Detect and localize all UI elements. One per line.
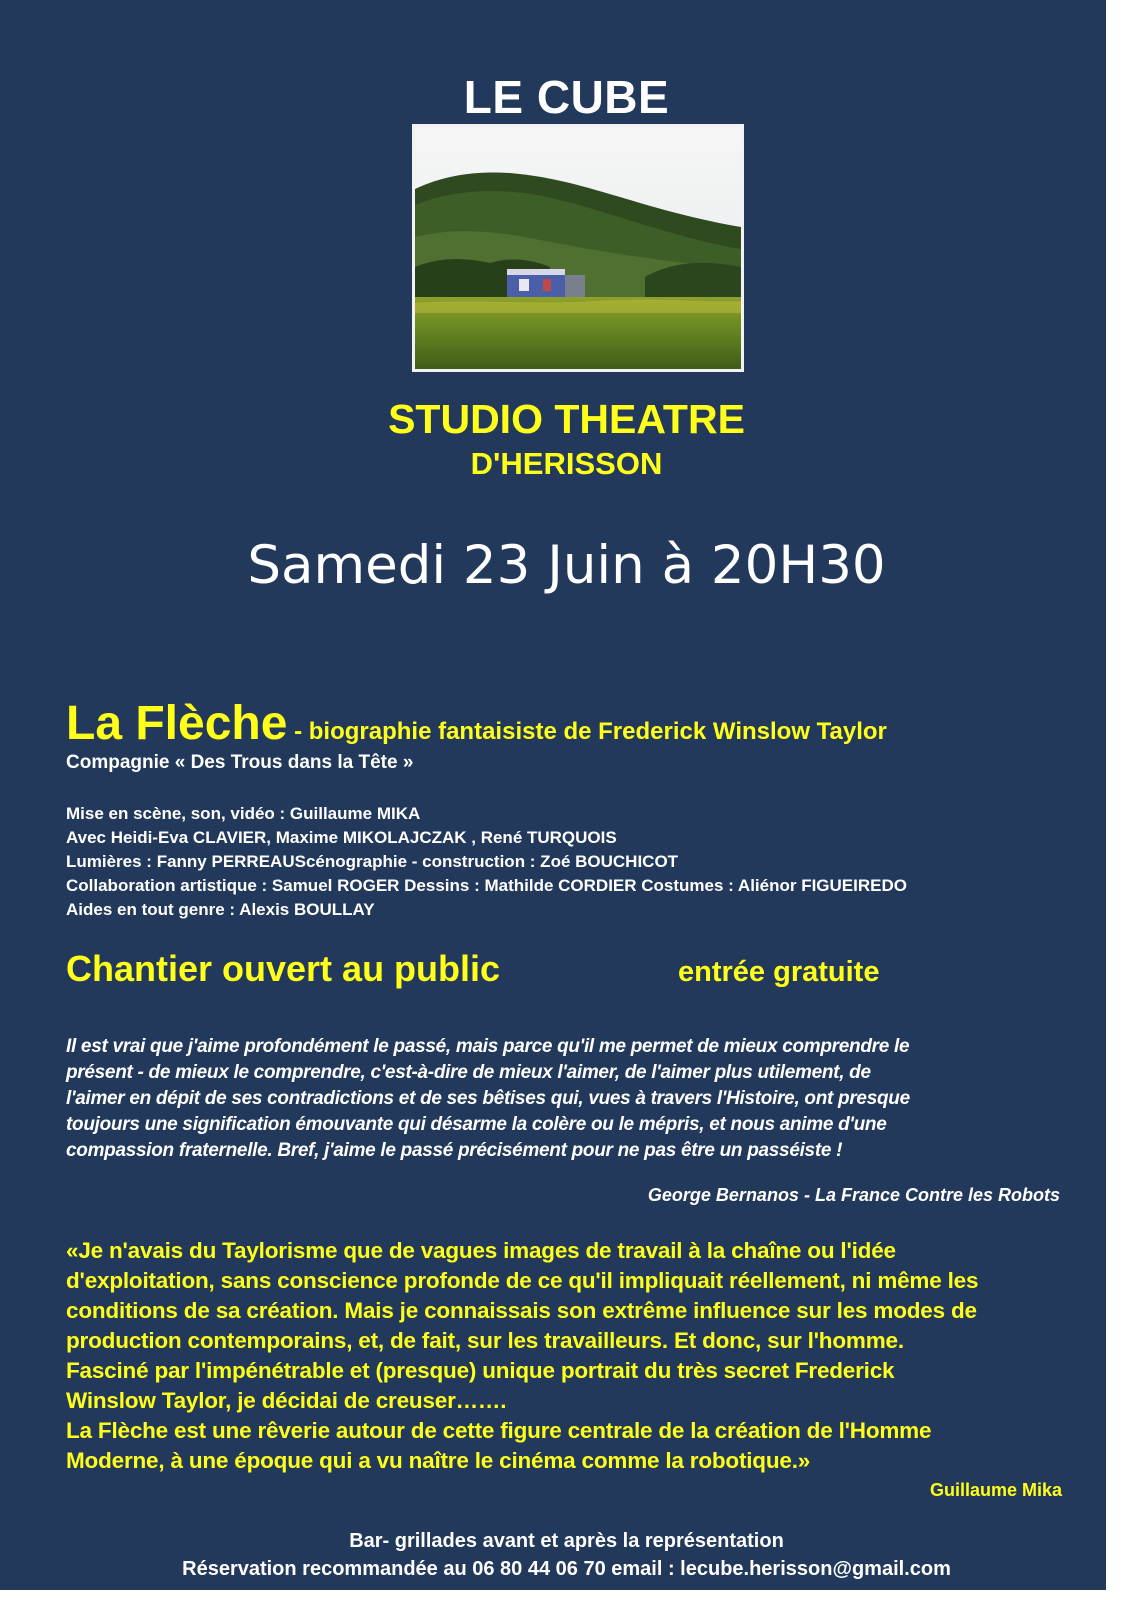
show-subtitle: - biographie fantaisiste de Frederick Winslow Taylor (287, 718, 887, 745)
credits-list (66, 802, 907, 922)
venue-title: LE CUBE (463, 71, 670, 123)
quote-line: d'exploitation, sans conscience profonde de ce qu'il impliquait réellement, ni même les (66, 1268, 979, 1293)
quote-line: présent - de mieux le comprendre, c'est-à-dire de mieux l'aimer, de l'aimer plus utilement, de (66, 1062, 871, 1083)
quote-line: «Je n'avais du Taylorisme que de vagues images de travail à la chaîne ou l'idée (66, 1238, 896, 1263)
credit-line: Aides en tout genre : Alexis BOULLAY (66, 900, 375, 919)
landscape-image (415, 127, 741, 369)
credit-line: Collaboration artistique : Samuel ROGER Dessins : Mathilde CORDIER Costumes : Aliénor FIGUEIREDO (66, 876, 907, 895)
company-name: Compagnie « Des Trous dans la Tête » (66, 752, 414, 773)
quote-line: Winslow Taylor, je décidai de creuser……. (66, 1388, 507, 1413)
bernanos-quote (66, 1034, 1066, 1164)
mika-attribution: Guillaume Mika (929, 1480, 1062, 1500)
quote-line: conditions de sa création. Mais je connaissais son extrême influence sur les modes de (66, 1298, 977, 1323)
event-date: Samedi 23 Juin à 20H30 (247, 535, 886, 596)
venue-subtitle-studio: STUDIO THEATRE (388, 396, 745, 442)
bernanos-attribution: George Bernanos - La France Contre les Robots (647, 1185, 1060, 1205)
quote-line: Moderne, à une époque qui a vu naître le cinéma comme la robotique.» (66, 1448, 811, 1473)
quote-line: l'aimer en dépit de ses contradictions et de ses bêtises qui, vues à travers l'Histoire, ont presque (66, 1088, 910, 1109)
show-heading (66, 696, 887, 751)
open-rehearsal-label: Chantier ouvert au public (66, 948, 501, 989)
reservation-info: Réservation recommandée au 06 80 44 06 70 email : lecube.herisson@gmail.com (182, 1558, 951, 1580)
quote-line: compassion fraternelle. Bref, j'aime le passé précisément pour ne pas être un passéiste ! (66, 1140, 843, 1161)
mika-quote (66, 1236, 1076, 1476)
quote-line: Fasciné par l'impénétrable et (presque) unique portrait du très secret Frederick (66, 1358, 895, 1383)
credit-line: Lumières : Fanny PERREAUScénographie - construction : Zoé BOUCHICOT (66, 852, 679, 871)
bar-info: Bar- grillades avant et après la représentation (349, 1530, 784, 1552)
show-title: La Flèche (66, 697, 288, 750)
credit-line: Mise en scène, son, vidéo : Guillaume MIKA (66, 804, 421, 823)
venue-subtitle-location: D'HERISSON (470, 446, 663, 481)
quote-line: production contemporains, et, de fait, sur les travailleurs. Et donc, sur l'homme. (66, 1328, 904, 1353)
credit-line: Avec Heidi-Eva CLAVIER, Maxime MIKOLAJCZAK , René TURQUOIS (66, 828, 617, 847)
admission-label: entrée gratuite (678, 956, 880, 988)
venue-photo (412, 124, 744, 372)
quote-line: La Flèche est une rêverie autour de cette figure centrale de la création de l'Homme (66, 1418, 932, 1443)
quote-line: Il est vrai que j'aime profondément le passé, mais parce qu'il me permet de mieux comprendre le (66, 1036, 910, 1057)
quote-line: toujours une signification émouvante qui désarme la colère ou le mépris, et nous anime d'une (66, 1114, 887, 1135)
